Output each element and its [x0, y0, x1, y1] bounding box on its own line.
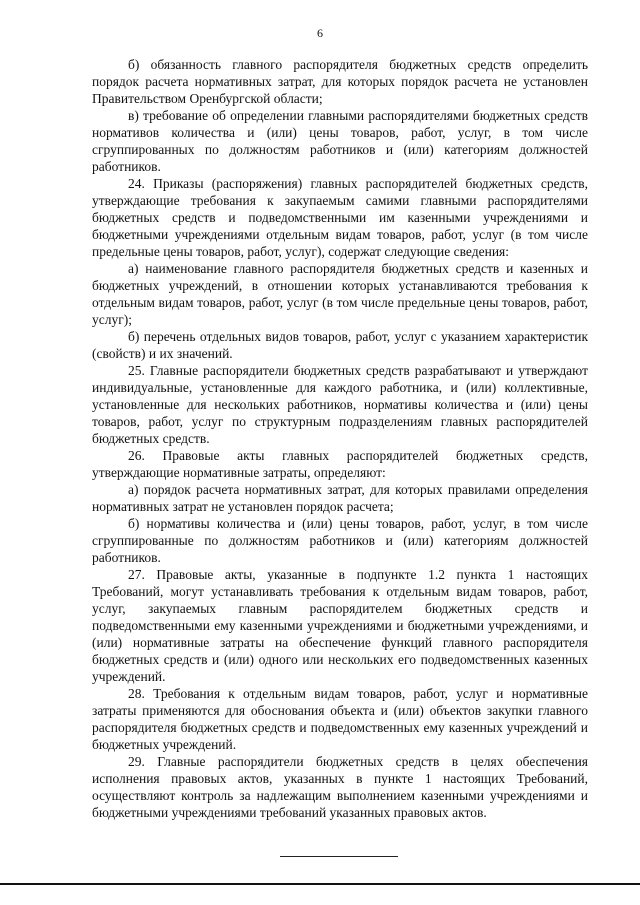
- end-of-text-divider: [280, 856, 398, 857]
- paragraph-b-calculation-order: б) обязанность главного распорядителя бюджетных средств определить порядок расчета нормативных затрат, для которых порядок расчета не установлен Правительством Оренбургской области;: [92, 57, 588, 106]
- paragraph-25: 25. Главные распорядители бюджетных средств разрабатывают и утверждают индивидуальные, установленные для каждого работника, и (или) коллективные, установленные для нескольких работников, нормативы количества и (или) цены товаров, работ, услуг по структурным подразделениям главных распорядителей бюджетных средств.: [92, 363, 588, 446]
- paragraph-24-a: а) наименование главного распорядителя бюджетных средств и казенных и бюджетных учреждений, в отношении которых устанавливаются требования к отдельным видам товаров, работ, услуг (в том числе предельные цены товаров, работ, услуг);: [92, 261, 588, 327]
- paragraph-26: 26. Правовые акты главных распорядителей бюджетных средств, утверждающие нормативные затраты, определяют:: [92, 448, 588, 480]
- paragraph-26-b: б) нормативы количества и (или) цены товаров, работ, услуг, в том числе сгруппированные по должностям работников и (или) категориям должностей работников.: [92, 516, 588, 565]
- paragraph-24: 24. Приказы (распоряжения) главных распорядителей бюджетных средств, утверждающие требования к закупаемым самими главными распорядителями бюджетных средств и подведомственными им казенными учреждениями и бюджетными учреждениями отдельным видам товаров, работ, услуг (в том числе предельные цены товаров, работ, услуг), содержат следующие сведения:: [92, 176, 588, 259]
- paragraph-27: 27. Правовые акты, указанные в подпункте 1.2 пункта 1 настоящих Требований, могут устанавливать требования к отдельным видам товаров, работ, услуг, закупаемых главным распорядителем бюджетных средств и подведомственными ему казенными учреждениями и бюджетными учреждениями, и (или) нормативные затраты на обеспечение функций главного распорядителя бюджетных средств и (или) одного или нескольких его подведомственных казенных учреждений.: [92, 567, 588, 684]
- document-body: [92, 56, 588, 821]
- paragraph-28: 28. Требования к отдельным видам товаров, работ, услуг и нормативные затраты применяются для обоснования объекта и (или) объектов закупки главного распорядителя бюджетных средств и подведомственных ему казенных учреждений и бюджетных учреждений.: [92, 686, 588, 752]
- paragraph-29: 29. Главные распорядители бюджетных средств в целях обеспечения исполнения правовых актов, указанных в пункте 1 настоящих Требований, осуществляют контроль за надлежащим выполнением казенными учреждениями и бюджетными учреждениями требований указанных правовых актов.: [92, 754, 588, 820]
- paragraph-26-a: а) порядок расчета нормативных затрат, для которых правилами определения нормативных затрат не установлен порядок расчета;: [92, 482, 588, 514]
- paragraph-24-b: б) перечень отдельных видов товаров, работ, услуг с указанием характеристик (свойств) и их значений.: [92, 329, 588, 361]
- paragraph-v-norms-requirement: в) требование об определении главными распорядителями бюджетных средств нормативов количества и (или) цены товаров, работ, услуг, в том числе сгруппированных по должностям работников и (или) категориям должностей работников.: [92, 108, 588, 174]
- page-bottom-border: [0, 883, 640, 885]
- page-number: 6: [317, 26, 323, 40]
